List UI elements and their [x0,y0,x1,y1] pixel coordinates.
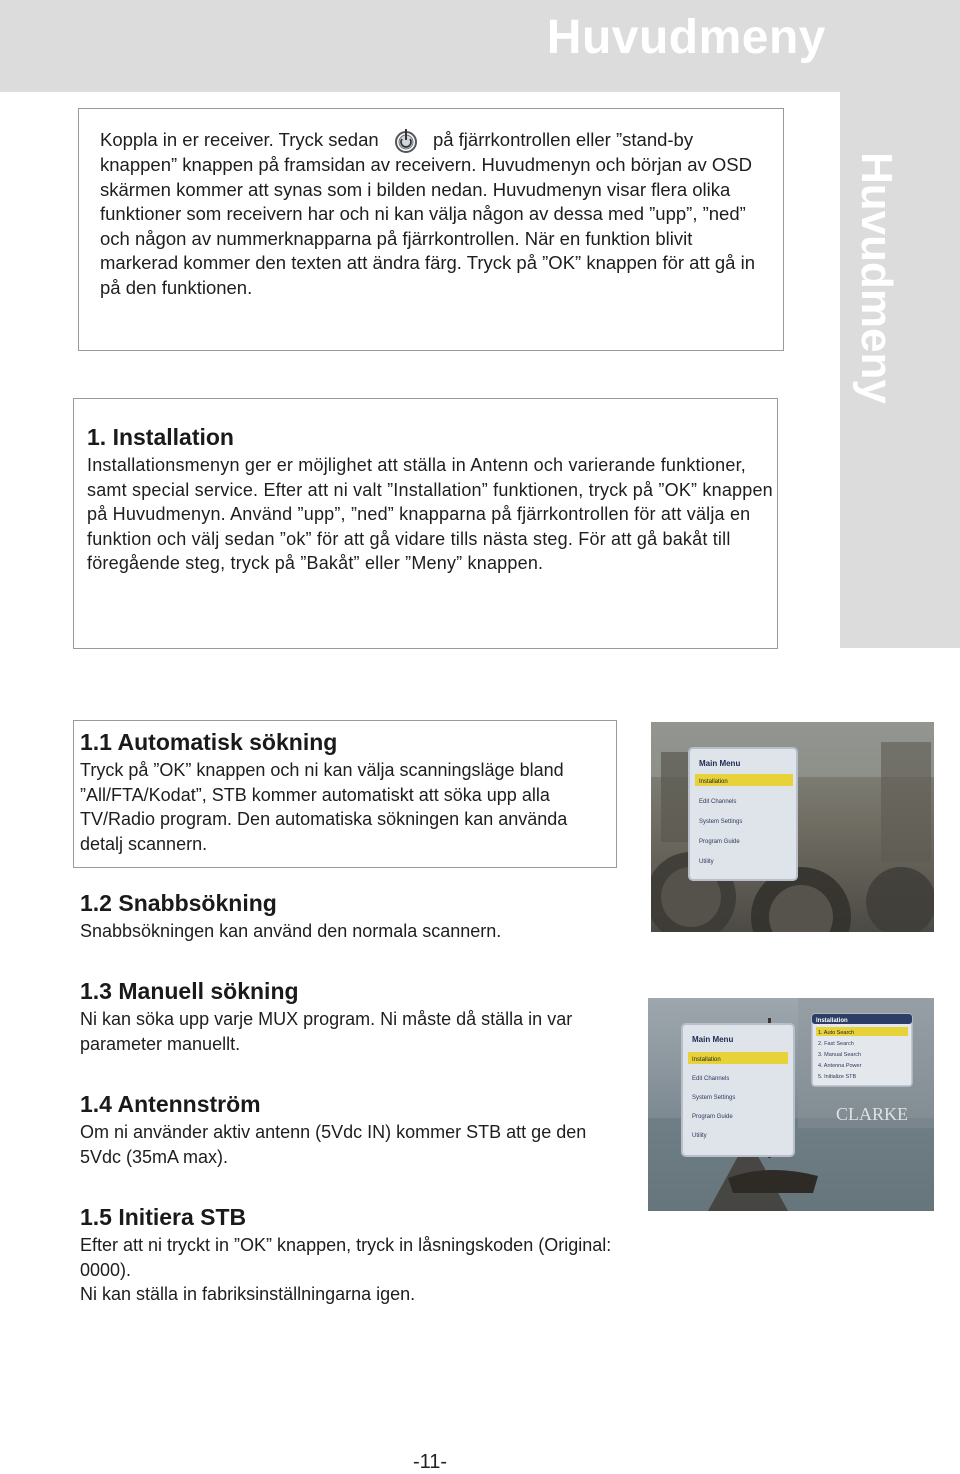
section-auto-search [80,728,614,856]
section-manual-search [80,977,620,1056]
submenu-item: 3. Manual Search [818,1052,862,1058]
menu-item: System Settings [699,819,743,825]
section-body: Ni kan söka upp varje MUX program. Ni måste då ställa in var parameter manuellt. [80,1009,573,1054]
section-title: 1.3 Manuell sökning [80,978,299,1004]
submenu-title: Installation [816,1018,848,1024]
section-title: 1. Installation [87,424,234,450]
menu-item: Installation [692,1057,721,1063]
menu-item: Utility [692,1133,707,1139]
section-antenna-power [80,1090,620,1169]
menu-item: Program Guide [699,839,740,845]
section-title: 1.5 Initiera STB [80,1204,247,1230]
submenu-item: 5. Initialize STB [818,1074,857,1080]
menu-item: Program Guide [692,1114,733,1120]
section-body: Om ni använder aktiv antenn (5Vdc IN) kommer STB att ge den 5Vdc (35mA max). [80,1122,587,1167]
page-title: Huvudmeny [546,11,826,64]
section-body: Tryck på ”OK” knappen och ni kan välja scanningsläge bland ”All/FTA/Kodat”, STB kommer automatiskt att söka upp alla TV/Radio program. Den automatiska sökningen kan använda detalj scannern. [80,760,568,854]
section-initialize [80,1203,640,1307]
section-body: Installationsmenyn ger er möjlighet att ställa in Antenn och varierande funktioner, samt special service. Efter att ni valt ”Installation” funktionen, tryck på ”OK” knappen på Huvudmenyn. Använd ”upp”, ”ned” knapparna på fjärrkontrollen för att välja en funktion och välj sedan ”ok” för att gå vidare tills nästa steg. För att gå bakåt till föregående steg, tryck på ”Bakåt” eller ”Meny” knappen. [87,455,773,573]
menu-item: Edit Channels [699,799,737,805]
intro-paragraph [100,127,770,300]
overlay-caption: CLARKE [836,1104,908,1124]
submenu-item: 4. Antenna Power [818,1063,862,1069]
menu-title: Main Menu [692,1035,734,1044]
section-fast-search [80,889,620,944]
submenu-item: 2. Fast Search [818,1041,854,1047]
section-title: 1.4 Antennström [80,1091,261,1117]
installation-submenu-panel [812,1014,912,1086]
menu-item: Utility [699,859,714,865]
intro-text-before: Koppla in er receiver. Tryck sedan [100,129,379,150]
page-number: -11- [412,1451,448,1473]
tv-screenshot-main-menu [651,722,934,932]
menu-item: System Settings [692,1095,736,1101]
side-tab-title: Huvudmeny [852,152,901,404]
menu-item: Edit Channels [692,1076,730,1082]
section-body: Snabbsökningen kan använd den normala scannern. [80,921,502,941]
menu-title: Main Menu [699,759,741,768]
tv-screenshot-installation-menu [648,998,934,1211]
section-title: 1.1 Automatisk sökning [80,729,338,755]
main-menu-panel [689,748,797,880]
section-body-line: Efter att ni tryckt in ”OK” knappen, tryck in låsningskoden (Original: 0000). [80,1235,612,1280]
menu-item: Installation [699,779,728,785]
intro-text-after: på fjärrkontrollen eller ”stand-by knappen” knappen på framsidan av receivern. Huvudmenyn och början av OSD skärmen kommer att synas som i bilden nedan. Huvudmenyn visar flera olika funktioner som receivern har och ni kan välja någon av dessa med ”upp”, ”ned” och någon av nummerknapparna på fjärrkontrollen. När en funktion blivit markerad kommer den texten att ändra färg. Tryck på ”OK” knappen för att gå in på den funktionen. [100,129,756,298]
section-title: 1.2 Snabbsökning [80,890,277,916]
section-body-line: Ni kan ställa in fabriksinställningarna igen. [80,1284,416,1304]
submenu-item: 1. Auto Search [818,1030,855,1036]
main-menu-panel [682,1024,794,1156]
power-icon [386,127,426,153]
section-installation [87,423,777,576]
